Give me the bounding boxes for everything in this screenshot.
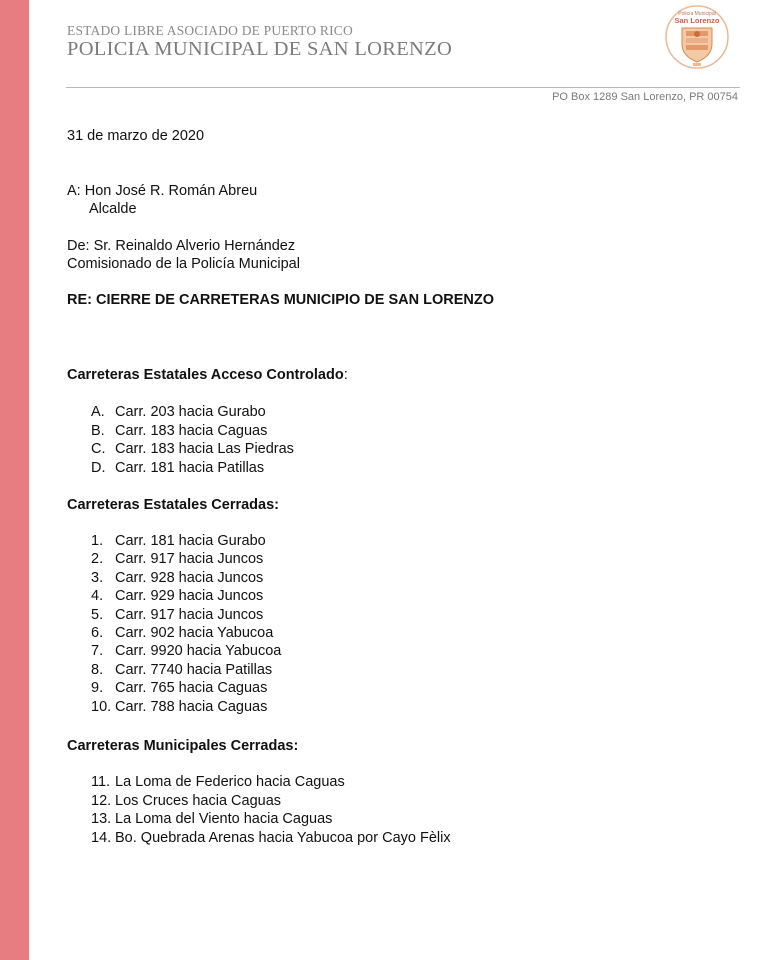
list-item xyxy=(91,679,267,697)
section-heading-controlled-text: Carreteras Estatales Acceso Controlado xyxy=(67,367,344,383)
list-item-text: Carr. 7740 hacia Patillas xyxy=(115,661,273,678)
list-item-text: Carr. 181 hacia Patillas xyxy=(115,459,265,476)
sender-title: Comisionado de la Policía Municipal xyxy=(67,256,300,272)
section-heading-state-closed: Carreteras Estatales Cerradas: xyxy=(67,497,279,513)
letterhead-agency: POLICIA MUNICIPAL DE SAN LORENZO xyxy=(67,38,453,60)
list-item-text: Carr. 203 hacia Gurabo xyxy=(115,404,266,420)
list-item xyxy=(91,459,264,477)
list-item-text: Carr. 928 hacia Juncos xyxy=(115,569,264,586)
letter-date: 31 de marzo de 2020 xyxy=(67,128,205,144)
list-item-marker: 3. xyxy=(91,569,104,586)
list-item-marker: C. xyxy=(91,441,106,457)
list-item-text: Carr. 183 hacia Caguas xyxy=(115,422,268,439)
list-item-marker: 9. xyxy=(91,680,104,697)
list-item xyxy=(91,440,294,458)
list-item xyxy=(91,569,263,587)
recipient-title: Alcalde xyxy=(89,201,137,217)
list-item-marker: 8. xyxy=(91,661,104,678)
list-item xyxy=(91,624,273,642)
list-item-marker: 12. xyxy=(91,792,112,809)
list-item-text: Bo. Quebrada Arenas hacia Yabucoa por Cayo Fèlix xyxy=(115,829,451,846)
section-heading-controlled-colon: : xyxy=(343,367,348,383)
list-item-marker: D. xyxy=(91,459,106,476)
list-item-text: La Loma de Federico hacia Caguas xyxy=(115,774,345,790)
list-item-text: Carr. 181 hacia Gurabo xyxy=(115,533,266,549)
list-item-text: La Loma del Viento hacia Caguas xyxy=(115,811,333,827)
list-item-marker: A. xyxy=(91,404,105,420)
list-item xyxy=(91,587,263,605)
list-item-text: Carr. 929 hacia Juncos xyxy=(115,588,264,605)
list-item-marker: 6. xyxy=(91,625,104,641)
list-item-marker: B. xyxy=(91,422,105,439)
list-item xyxy=(91,829,451,847)
police-seal-icon xyxy=(664,4,730,70)
sender-line: De: Sr. Reinaldo Alverio Hernández xyxy=(67,238,296,254)
seal-top-text: Policía Municipal xyxy=(678,11,716,17)
header-rule xyxy=(66,87,740,88)
address-line: PO Box 1289 San Lorenzo, PR 00754 xyxy=(552,91,738,103)
recipient-line: A: Hon José R. Román Abreu xyxy=(67,183,258,199)
list-item-marker: 10. xyxy=(91,698,112,715)
section-heading-municipal-closed: Carreteras Municipales Cerradas: xyxy=(67,738,299,754)
list-item xyxy=(91,792,281,810)
list-item-marker: 7. xyxy=(91,643,104,660)
list-item-marker: 13. xyxy=(91,811,112,827)
list-item-text: Carr. 917 hacia Juncos xyxy=(115,606,264,623)
list-item-text: Carr. 183 hacia Las Piedras xyxy=(115,441,294,457)
list-item-marker: 5. xyxy=(91,606,104,623)
list-item-text: Carr. 902 hacia Yabucoa xyxy=(115,625,274,641)
subject-line: RE: CIERRE DE CARRETERAS MUNICIPIO DE SAN LORENZO xyxy=(67,292,494,308)
list-item-text: Carr. 917 hacia Juncos xyxy=(115,551,264,568)
list-item xyxy=(91,422,267,440)
seal-name-text: San Lorenzo xyxy=(674,16,720,25)
list-item xyxy=(91,532,266,550)
letterhead-state: ESTADO LIBRE ASOCIADO DE PUERTO RICO xyxy=(67,23,353,38)
list-item-marker: 2. xyxy=(91,551,104,568)
list-item xyxy=(91,403,266,421)
list-item-marker: 11. xyxy=(91,774,111,790)
list-item-text: Carr. 765 hacia Caguas xyxy=(115,680,268,697)
section-heading-controlled xyxy=(67,366,348,384)
list-item-text: Carr. 788 hacia Caguas xyxy=(115,698,268,715)
list-item xyxy=(91,810,332,828)
list-item-marker: 4. xyxy=(91,588,104,605)
list-item xyxy=(91,773,345,791)
list-item xyxy=(91,606,263,624)
list-item-marker: 1. xyxy=(91,533,104,549)
list-item xyxy=(91,550,263,568)
list-item xyxy=(91,642,281,660)
left-margin-bar xyxy=(0,0,29,960)
list-item-text: Carr. 9920 hacia Yabucoa xyxy=(115,643,282,660)
list-item xyxy=(91,698,267,716)
list-item-text: Los Cruces hacia Caguas xyxy=(115,792,282,809)
list-item xyxy=(91,661,272,679)
list-item-marker: 14. xyxy=(91,829,112,846)
